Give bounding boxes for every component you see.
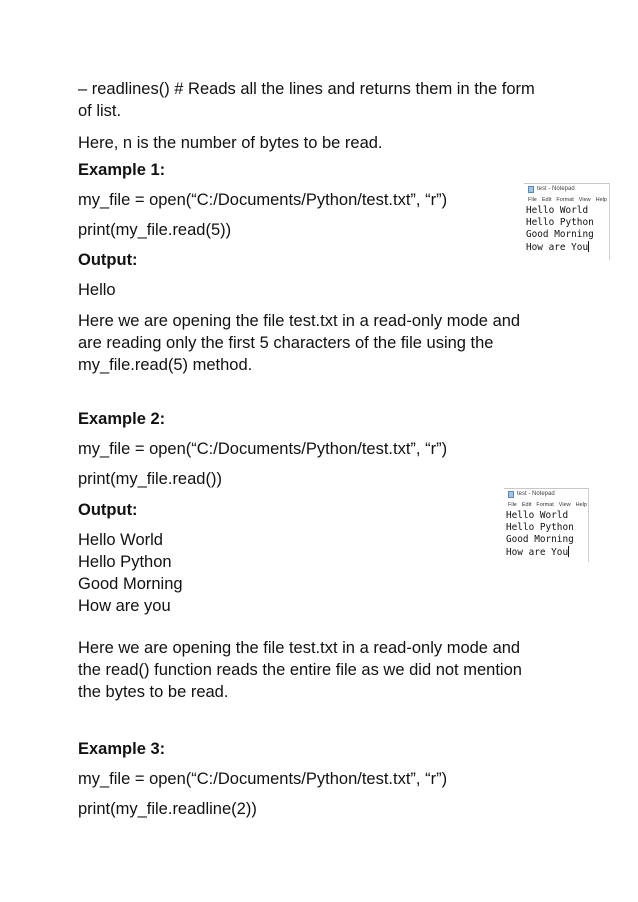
text-cursor [568,546,569,557]
notepad-line: Hello Python [526,217,594,228]
notepad-titlebar [524,184,609,195]
example2-output-line-2: Hello Python [78,553,172,571]
menu-view: View [578,197,591,203]
readlines-line-2: of list. [78,102,122,120]
text-cursor [588,241,589,252]
notepad-icon [528,186,534,193]
menu-edit: Edit [521,502,532,508]
example1-explain-1: Here we are opening the file test.txt in a read-only mode and [78,312,521,330]
readlines-line-1: – readlines() # Reads all the lines and returns them in the form [78,80,535,98]
menu-help: Help [575,502,587,508]
example2-heading: Example 2: [78,410,166,428]
example2-explain-3: the bytes to be read. [78,683,229,701]
example3-code-1: my_file = open(“C:/Documents/Python/test.txt”, “r”) [78,770,448,788]
notepad-line: Good Morning [506,534,574,545]
n-note: Here, n is the number of bytes to be read. [78,134,383,152]
menu-file: File [528,197,537,203]
example3-code-2: print(my_file.readline(2)) [78,800,257,818]
example2-output-label: Output: [78,501,138,519]
example1-output-label: Output: [78,251,138,269]
notepad-line: Good Morning [526,229,594,240]
notepad-menu [504,500,588,510]
example2-explain-1: Here we are opening the file test.txt in a read-only mode and [78,639,521,657]
notepad-titlebar [504,489,588,500]
example2-code-2: print(my_file.read()) [78,470,222,488]
menu-edit: Edit [541,197,552,203]
menu-format: Format [536,502,554,508]
notepad-line: How are You [506,547,569,558]
menu-file: File [508,502,517,508]
notepad-screenshot-2 [504,488,589,562]
notepad-screenshot-1 [524,183,610,260]
menu-format: Format [556,197,574,203]
example1-code-2: print(my_file.read(5)) [78,221,232,239]
example1-heading: Example 1: [78,161,166,179]
example2-output-line-3: Good Morning [78,575,183,593]
notepad-icon [508,491,514,498]
notepad-title: test - Notepad [517,491,555,497]
example1-code-1: my_file = open(“C:/Documents/Python/test.txt”, “r”) [78,191,448,209]
menu-view: View [558,502,571,508]
notepad-line: How are You [526,242,589,253]
example1-output: Hello [78,281,116,299]
example2-output-line-4: How are you [78,597,171,615]
notepad-menu [524,195,609,205]
notepad-line: Hello World [526,205,589,216]
example2-code-1: my_file = open(“C:/Documents/Python/test.txt”, “r”) [78,440,448,458]
notepad-title: test - Notepad [537,186,575,192]
notepad-line: Hello Python [506,522,574,533]
example2-explain-2: the read() function reads the entire file as we did not mention [78,661,522,679]
example2-output-line-1: Hello World [78,531,163,549]
example3-heading: Example 3: [78,740,166,758]
example1-explain-2: are reading only the first 5 characters of the file using the [78,334,494,352]
example1-explain-3: my_file.read(5) method. [78,356,253,374]
menu-help: Help [595,197,607,203]
notepad-line: Hello World [506,510,569,521]
